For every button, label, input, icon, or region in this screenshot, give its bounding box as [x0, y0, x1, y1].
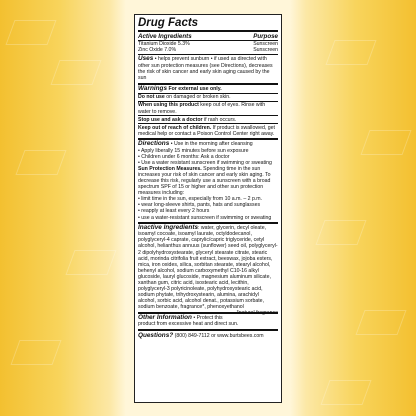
directions-section: [138, 140, 278, 224]
inactive-ingredients-text: : water, glycerin, decyl oleate, isoamyl cocoate, isoamyl laurate, octyldodecanol, polyglyceryl-4 caprate, caprylic/capric triglyceride, cetyl alcohol, helianthus annuus (sunflower) seed oil, polyglyceryl-2 dipolyhydroxystearate, glyceryl stearate citrate, stearic acid, morinda citrifolia fruit extract, beeswax, jojoba esters, mica, iron oxides, silica, sorbitan stearate, stearyl alcohol, behenyl alcohol, sodium carboxymethyl C10-16 alkyl glucoside, lauryl glucoside, magnesium aluminum silicate, xanthan gum, citric acid, isostearic acid, lecithin, polyglyceryl-3 polyricinoleate, polyhydroxystearic acid, sodium phytate, trihydroxystearin, alumina, arachidyl alcohol, sorbic acid, alcohol denat., potassium sorbate, sodium benzoate, fragrance*, phenoxyethanol: [138, 225, 278, 311]
honeycomb-cell: [15, 150, 66, 175]
ingredient-name: Zinc Oxide 7.0%: [138, 47, 177, 54]
warnings-section: [138, 85, 278, 141]
honeycomb-cell: [5, 20, 56, 45]
ingredient-name: Titanium Dioxide 5.3%: [138, 41, 190, 47]
honeycomb-cell: [50, 60, 101, 85]
when-using-warning: [138, 101, 278, 115]
active-ingredients-header: [138, 32, 278, 41]
stop-use-warning: [138, 115, 278, 123]
honeycomb-cell: [315, 220, 366, 245]
honeycomb-cell: [325, 40, 376, 65]
natural-fragrance-note: *natural fragrance: [236, 310, 278, 317]
directions-item: • Use a water resistant sunscreen if swimming or sweating: [138, 159, 272, 166]
honeycomb-cell: [10, 340, 61, 365]
warnings-subheading: For external use only.: [167, 85, 222, 92]
ingredient-purpose: Sunscreen: [253, 47, 278, 54]
uses-text: • helps prevent sunburn • if used as directed with other sun protection measures (see Directions), decreases the risk of skin cancer and early skin aging caused by the sun: [138, 56, 273, 81]
questions-heading: Questions?: [138, 331, 174, 339]
other-information-heading: Other Information: [138, 313, 192, 321]
do-not-use-warning: [138, 93, 278, 101]
active-ingredients-section: [138, 32, 278, 55]
do-not-use-text: on damaged or broken skin.: [164, 94, 231, 101]
other-information-text: • Protect this product from excessive heat and direct sun.: [138, 314, 239, 328]
when-using-label: When using this product: [138, 102, 199, 109]
keep-out-text: If product is swallowed, get medical help or contact a Poison Control Center right away.: [138, 124, 275, 137]
inactive-ingredients-heading: Inactive Ingredients: [138, 224, 199, 232]
sun-protection-item: • limit time in the sun, especially from 10 a.m. – 2 p.m.: [138, 196, 263, 203]
sun-protection-item: • wear long-sleeve shirts, pants, hats and sunglasses: [138, 202, 261, 209]
purpose-heading: Purpose: [253, 33, 278, 40]
questions-section: [138, 331, 278, 340]
honeycomb-cell: [360, 130, 411, 155]
sun-protection-text: Spending time in the sun increases your risk of skin cancer and early skin aging. To decrease this risk, regularly use a sunscreen with a broad spectrum SPF of 15 or higher and other sun protection measures including:: [138, 165, 271, 197]
drug-facts-label: [134, 14, 282, 403]
stop-use-label: Stop use and ask a doctor: [138, 116, 203, 123]
stop-use-text: if rash occurs.: [202, 116, 237, 123]
honeycomb-cell: [355, 310, 406, 335]
directions-item: • Children under 6 months: Ask a doctor: [138, 153, 230, 160]
keep-out-label: Keep out of reach of children.: [138, 124, 212, 131]
ingredient-row: [138, 47, 278, 54]
active-ingredients-heading: Active Ingredients: [138, 33, 192, 40]
drug-facts-title: Drug Facts: [138, 15, 278, 32]
uses-heading: Uses: [138, 55, 154, 63]
when-using-text: keep out of eyes. Rinse with water to remove.: [138, 102, 266, 115]
directions-item: • Apply liberally 15 minutes before sun exposure: [138, 147, 249, 154]
sun-protection-item: • use a water-resistant sunscreen if swimming or sweating: [138, 214, 272, 221]
do-not-use-label: Do not use: [138, 94, 165, 101]
questions-contact: (800) 849-7112 or www.burtsbees.com: [173, 332, 264, 339]
directions-heading: Directions: [138, 140, 170, 148]
sun-protection-label: Sun Protection Measures.: [138, 165, 202, 172]
ingredient-purpose: Sunscreen: [253, 41, 278, 47]
sun-protection-item: • reapply at least every 2 hours: [138, 208, 210, 215]
directions-item: • Use in the morning after cleansing: [170, 141, 253, 148]
warnings-heading: Warnings: [138, 84, 167, 92]
honeycomb-cell: [65, 250, 116, 275]
uses-section: [138, 55, 278, 84]
honeycomb-cell: [320, 380, 371, 405]
sun-protection-paragraph: [138, 166, 278, 196]
keep-out-warning: [138, 123, 278, 138]
